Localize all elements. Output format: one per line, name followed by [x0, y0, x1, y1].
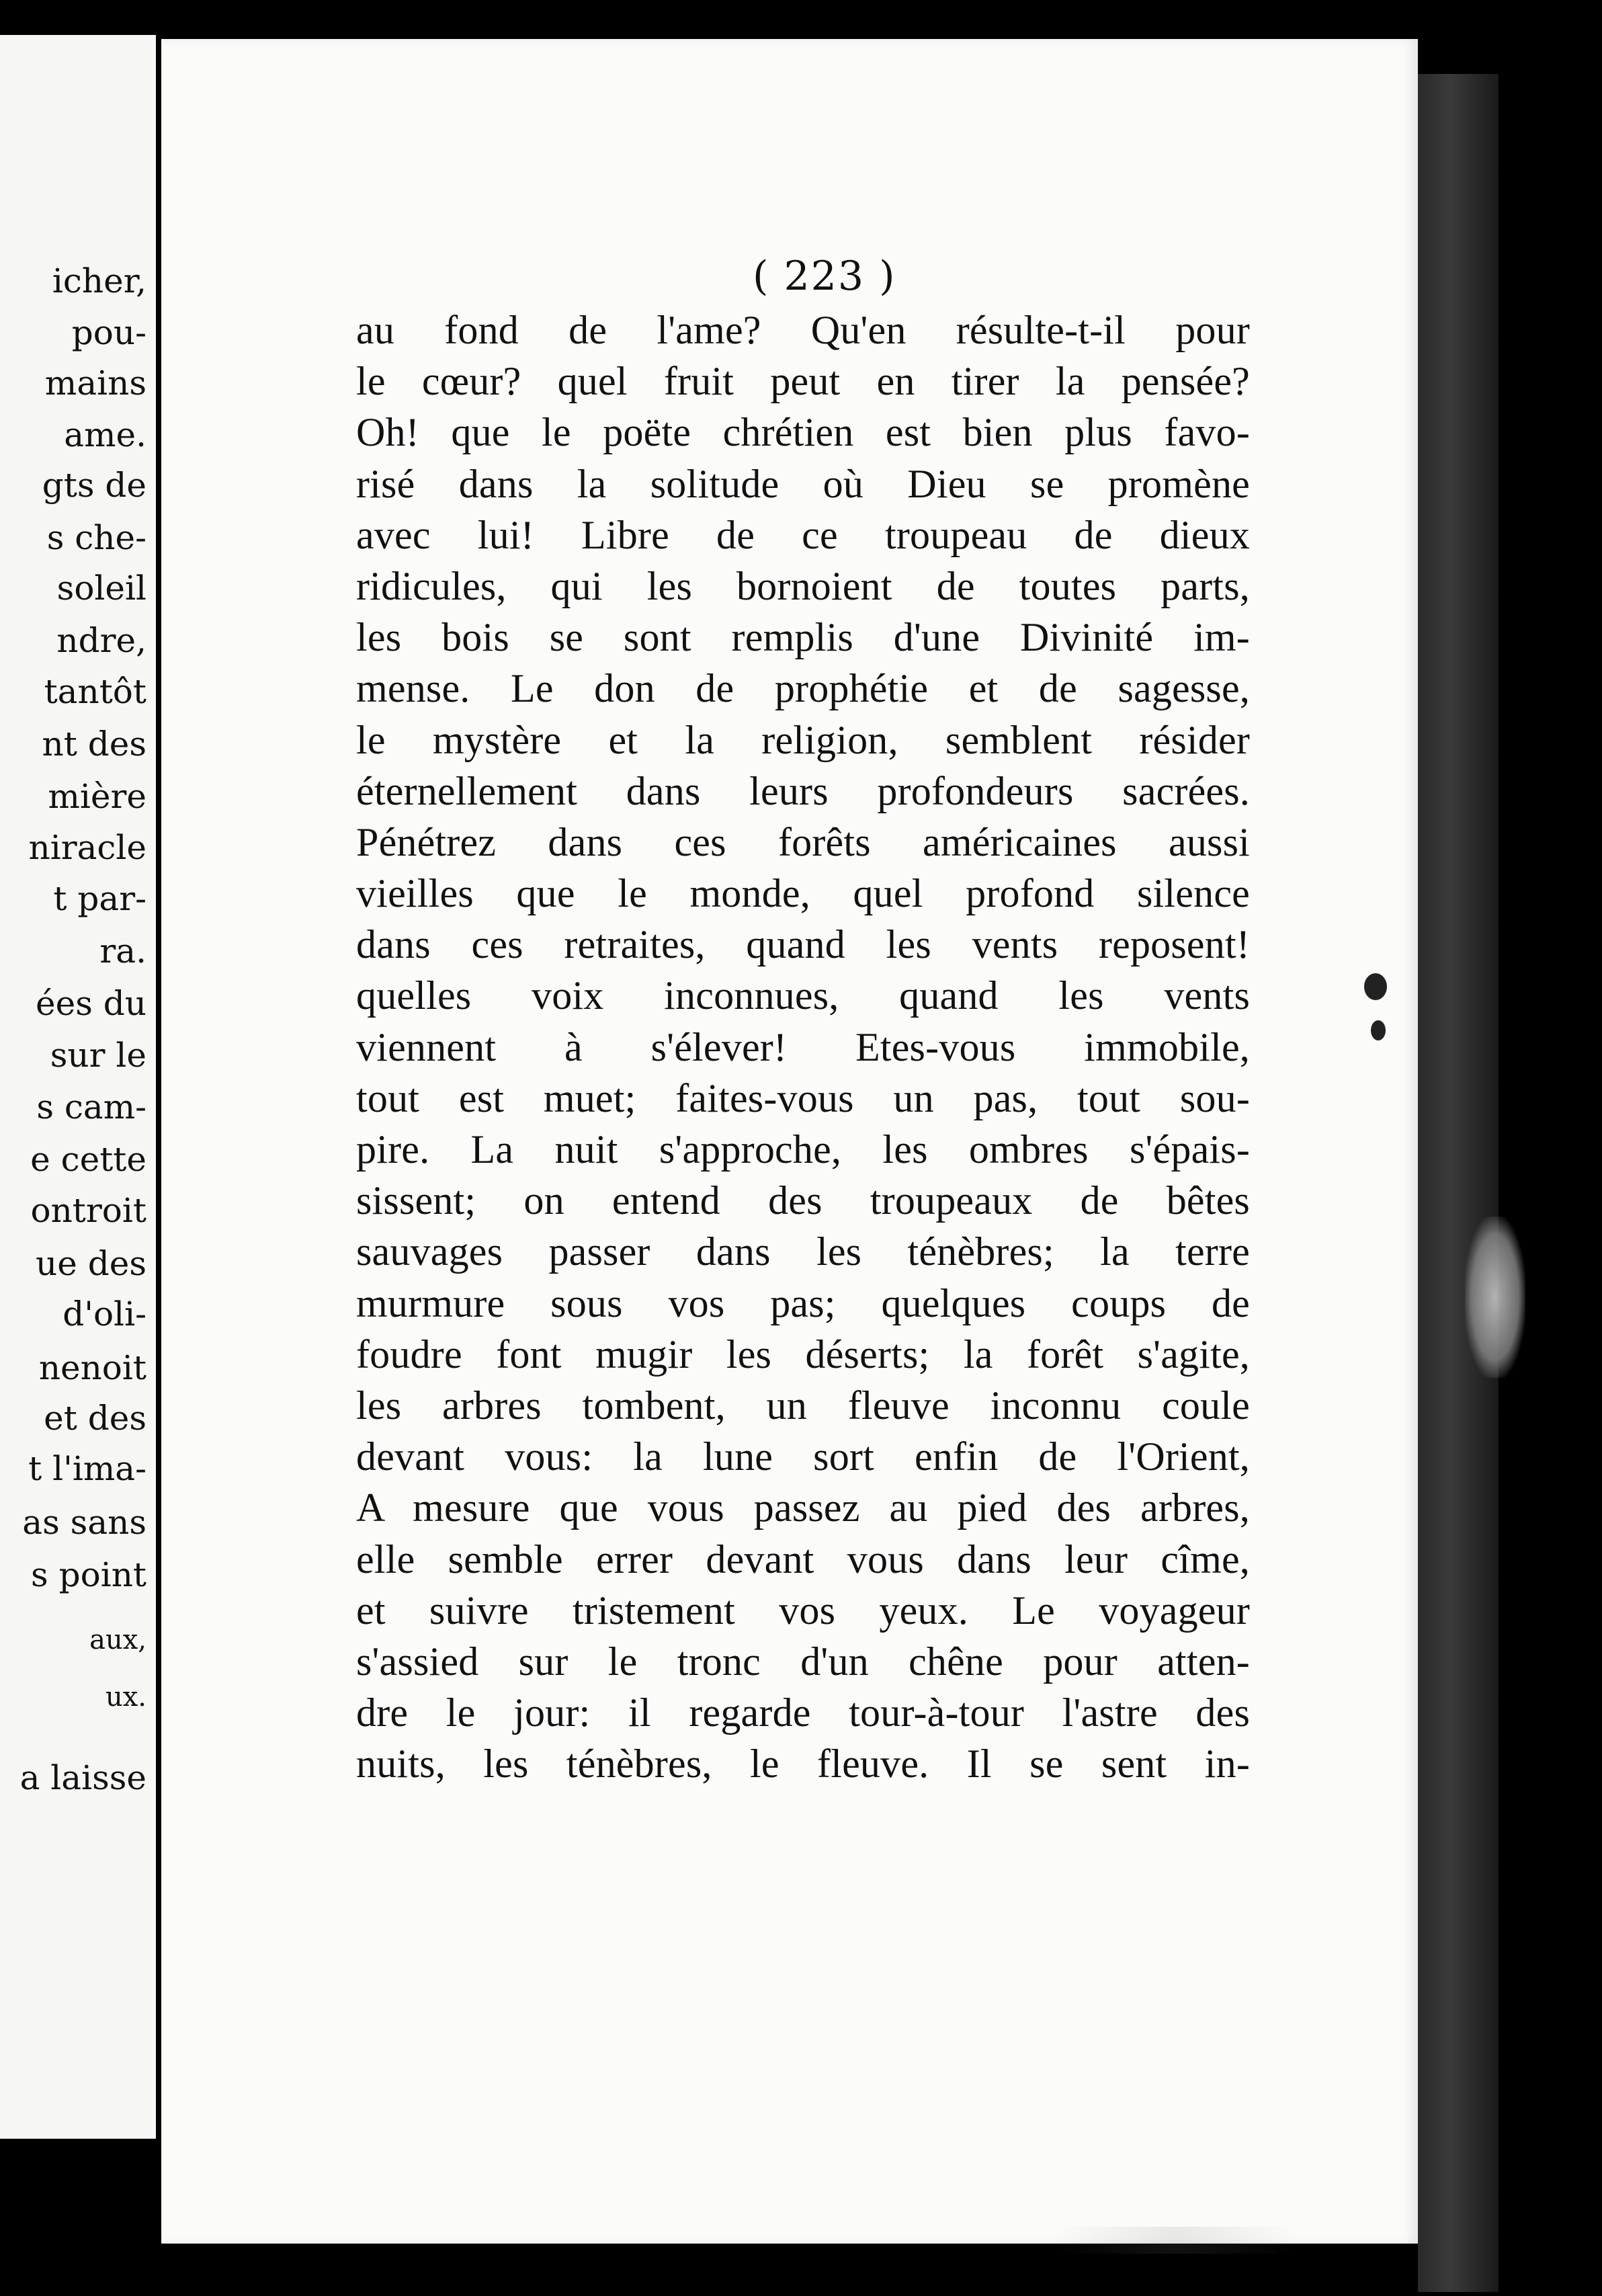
text-line: vieilles que le monde, quel profond silence	[356, 871, 1250, 916]
text-line: pire. La nuit s'approche, les ombres s'épais-	[356, 1127, 1250, 1172]
text-line: tout est muet; faites-vous un pas, tout sou-	[356, 1075, 1250, 1120]
left-page-line: as sans	[22, 1503, 146, 1542]
left-page-line: soleil	[56, 569, 146, 608]
text-line: s'assied sur le tronc d'un chêne pour atten-	[356, 1639, 1250, 1684]
text-line: devant vous: la lune sort enfin de l'Orient,	[356, 1434, 1250, 1479]
left-page-line: sur le	[50, 1036, 146, 1075]
text-line: murmure sous vos pas; quelques coups de	[356, 1280, 1250, 1325]
left-page-line: s che-	[46, 518, 146, 557]
text-line: ridicules, qui les bornoient de toutes parts,	[356, 563, 1250, 608]
right-page	[161, 39, 1418, 2244]
text-line: sissent; on entend des troupeaux de bêtes	[356, 1178, 1250, 1223]
left-page-line: d'oli-	[62, 1295, 146, 1334]
left-page-line: ue des	[36, 1244, 146, 1283]
text-line: risé dans la solitude où Dieu se promène	[356, 461, 1250, 506]
ink-spot	[1364, 973, 1387, 1000]
left-page-line: ra.	[99, 932, 146, 971]
text-line: mense. Le don de prophétie et de sagesse,	[356, 666, 1250, 711]
left-page-line: t l'ima-	[28, 1449, 146, 1488]
text-line: sauvages passer dans les ténèbres; la terre	[356, 1229, 1250, 1274]
left-page-line: pou-	[71, 313, 146, 352]
left-facing-page	[0, 35, 156, 2139]
text-line: nuits, les ténèbres, le fleuve. Il se sent in-	[356, 1741, 1250, 1787]
left-page-line: ndre,	[56, 621, 146, 660]
left-page-line: t par-	[53, 879, 146, 918]
text-line: au fond de l'ame? Qu'en résulte-t-il pour	[356, 308, 1250, 352]
text-line: Pénétrez dans ces forêts américaines aussi	[356, 819, 1250, 864]
left-page-line: a laisse	[19, 1758, 146, 1797]
text-line: le mystère et la religion, semblent résider	[356, 717, 1250, 762]
body-text	[356, 304, 1250, 1789]
text-line: dre le jour: il regarde tour-à-tour l'astre des	[356, 1690, 1250, 1735]
text-line: quelles voix inconnues, quand les vents	[356, 973, 1250, 1018]
left-page-line: et des	[44, 1399, 146, 1438]
text-line: viennent à s'élever! Etes-vous immobile,	[356, 1024, 1250, 1069]
left-page-line: ux.	[105, 1682, 146, 1713]
left-page-line: mains	[44, 364, 146, 403]
left-page-line: nenoit	[38, 1348, 146, 1387]
left-page-line: nt des	[42, 725, 146, 764]
left-page-line: mière	[48, 777, 146, 816]
page-number: ( 223 )	[753, 253, 896, 300]
left-page-line: ontroit	[30, 1191, 146, 1230]
text-line: éternellement dans leurs profondeurs sacrées.	[356, 768, 1250, 813]
text-line: Oh! que le poëte chrétien est bien plus favo-	[356, 410, 1250, 455]
left-page-line: e cette	[30, 1140, 146, 1179]
left-page-line: icher,	[52, 261, 146, 300]
left-page-line: s cam-	[36, 1088, 146, 1126]
left-page-line: niracle	[28, 828, 146, 867]
text-line: le cœur? quel fruit peut en tirer la pensée?	[356, 359, 1250, 404]
show-through-text	[1055, 2227, 1297, 2254]
text-line: A mesure que vous passez au pied des arbres,	[356, 1485, 1250, 1530]
left-page-line: gts de	[42, 466, 146, 505]
left-page-line: ame.	[64, 415, 146, 454]
text-line: foudre font mugir les déserts; la forêt s'agite,	[356, 1331, 1250, 1377]
text-line: les bois se sont remplis d'une Divinité im-	[356, 615, 1250, 660]
text-line: les arbres tombent, un fleuve inconnu coule	[356, 1383, 1250, 1428]
left-page-line: tantôt	[44, 672, 146, 711]
text-line: et suivre tristement vos yeux. Le voyageur	[356, 1588, 1250, 1633]
left-page-line: ées du	[36, 984, 146, 1023]
page-edge-shadow	[1418, 74, 1499, 2292]
left-page-line: aux,	[89, 1625, 146, 1655]
text-line: avec lui! Libre de ce troupeau de dieux	[356, 512, 1250, 557]
text-line: elle semble errer devant vous dans leur cîme,	[356, 1536, 1250, 1582]
ink-spot	[1371, 1020, 1386, 1040]
left-page-line: s point	[31, 1555, 146, 1594]
text-line: dans ces retraites, quand les vents reposent!	[356, 922, 1250, 967]
